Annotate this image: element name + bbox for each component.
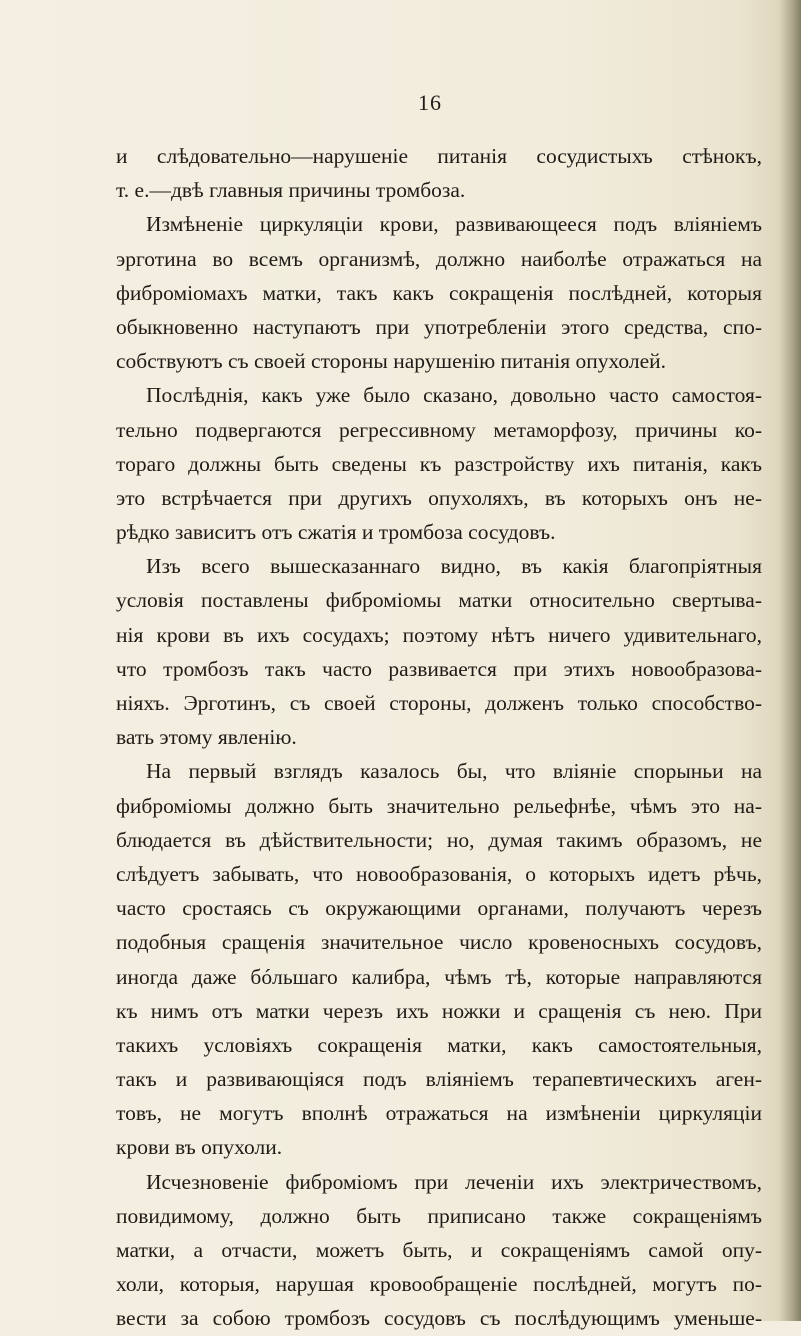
text-line: повидимому, должно быть приписано также сокращеніямъ	[116, 1203, 762, 1228]
text-line: тельно подвергаются регрессивному метаморфозу, причины ко-	[116, 417, 762, 442]
text-line: холи, которыя, нарушая кровообращеніе послѣдней, могутъ по-	[116, 1272, 762, 1297]
text-line: Изъ всего вышесказаннаго видно, въ какія благопріятныя	[146, 554, 762, 579]
text-line: тораго должны быть сведены къ разстройству ихъ питанія, какъ	[116, 451, 762, 476]
page-edge-shadow	[779, 0, 801, 1321]
text-line: такихъ условіяхъ сокращенія матки, какъ самостоятельныя,	[116, 1032, 762, 1057]
text-line: это встрѣчается при другихъ опухоляхъ, въ которыхъ онъ не-	[116, 485, 762, 510]
text-line: блюдается въ дѣйствительности; но, думая такимъ образомъ, не	[116, 827, 762, 852]
text-line: иногда даже бóльшаго калибра, чѣмъ тѣ, которые направляются	[116, 964, 762, 989]
text-line: слѣдуетъ забывать, что новообразованія, о которыхъ идетъ рѣчь,	[116, 861, 762, 886]
text-line: Послѣднія, какъ уже было сказано, довольно часто самостоя-	[146, 383, 762, 408]
text-line: На первый взглядъ казалось бы, что вліяніе спорыньи на	[146, 759, 762, 784]
text-line: часто сростаясь съ окружающими органами, получаютъ черезъ	[116, 896, 762, 921]
text-line: рѣдко зависитъ отъ сжатія и тромбоза сосудовъ.	[116, 520, 556, 545]
text-line: ніяхъ. Эрготинъ, съ своей стороны, долженъ только способство-	[116, 691, 762, 715]
text-line: крови въ опухоли.	[116, 1135, 283, 1160]
text-line: обыкновенно наступаютъ при употребленіи этого средства, спо-	[116, 314, 762, 339]
page-number: 16	[418, 90, 442, 115]
text-line: что тромбозъ такъ часто развивается при этихъ новообразова-	[116, 656, 762, 681]
text-line: фиброміомахъ матки, такъ какъ сокращенія послѣдней, которыя	[116, 280, 762, 305]
text-line: т. е.—двѣ главныя причины тромбоза.	[116, 178, 466, 203]
text-line: Измѣненіе циркуляціи крови, развивающееся подъ вліяніемъ	[146, 212, 762, 237]
text-line: условія поставлены фиброміомы матки относительно свертыва-	[116, 588, 762, 613]
text-line: матки, а отчасти, можетъ быть, и сокращеніямъ самой опу-	[116, 1238, 762, 1262]
body-text	[116, 139, 762, 1336]
text-line: собствуютъ съ своей стороны нарушенію питанія опухолей.	[116, 349, 667, 374]
text-line: и слѣдовательно—нарушеніе питанія сосудистыхъ стѣнокъ,	[116, 144, 762, 168]
text-line: вать этому явленію.	[116, 725, 297, 750]
text-line: нія крови въ ихъ сосудахъ; поэтому нѣтъ ничего удивительнаго,	[116, 622, 762, 647]
text-line: вести за собою тромбозъ сосудовъ съ послѣдующимъ уменьше-	[116, 1306, 762, 1331]
text-line: фиброміомы должно быть значительно рельефнѣе, чѣмъ это на-	[116, 793, 762, 818]
text-line: эрготина во всемъ организмѣ, должно наиболѣе отражаться на	[116, 246, 762, 271]
text-line: Исчезновеніе фиброміомъ при леченіи ихъ электричествомъ,	[146, 1169, 762, 1194]
text-line: такъ и развивающіяся подъ вліяніемъ терапевтическихъ аген-	[116, 1067, 762, 1092]
text-line: подобныя сращенія значительное число кровеносныхъ сосудовъ,	[116, 930, 762, 955]
text-line: товъ, не могутъ вполнѣ отражаться на измѣненіи циркуляціи	[116, 1101, 762, 1126]
text-line: къ нимъ отъ матки черезъ ихъ ножки и сращенія съ нею. При	[116, 998, 762, 1023]
